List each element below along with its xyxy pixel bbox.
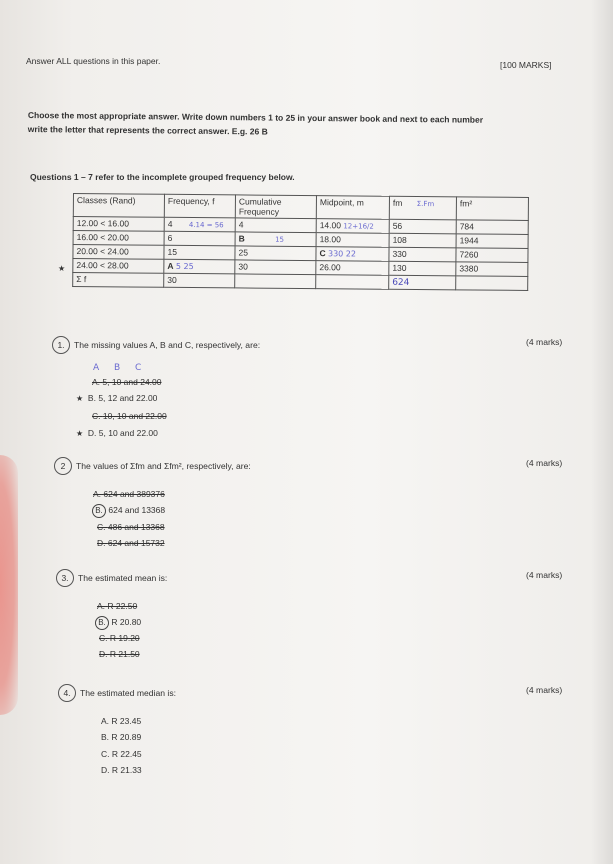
option bbox=[93, 489, 165, 499]
header-fm bbox=[389, 196, 456, 220]
handwritten-abc: A B C bbox=[93, 363, 148, 373]
total-marks: [100 MARKS] bbox=[500, 60, 552, 70]
handwritten-note: 4.14 = 56 bbox=[188, 221, 224, 230]
cell-frequency: 6 bbox=[164, 231, 235, 246]
cell-cumulative-value: B bbox=[238, 233, 245, 244]
cell-sum-fm bbox=[389, 275, 456, 290]
cell-class: 24.00 < 28.00 bbox=[73, 259, 164, 274]
option-letter: C. bbox=[101, 749, 110, 759]
option-text: 10, 10 and 22.00 bbox=[102, 411, 167, 421]
option bbox=[92, 504, 165, 518]
cell-cumulative bbox=[235, 232, 316, 247]
cell-fm2: 3380 bbox=[456, 262, 528, 277]
option-text: 486 and 13368 bbox=[107, 522, 165, 532]
option-text: R 23.45 bbox=[111, 716, 142, 726]
option-letter: A. bbox=[93, 489, 102, 499]
option-letter: D. bbox=[99, 649, 108, 659]
option-letter: B. bbox=[101, 732, 110, 742]
option-text: R 22.45 bbox=[111, 749, 142, 759]
page-edge-shadow bbox=[591, 0, 613, 864]
option-text: 5, 12 and 22.00 bbox=[98, 393, 158, 403]
option-text: R 20.89 bbox=[111, 732, 142, 742]
question-text: The values of Σfm and Σfm², respectively, are: bbox=[76, 461, 251, 471]
header-instruction: Answer ALL questions in this paper. bbox=[26, 56, 161, 66]
header-fm2: fm² bbox=[456, 197, 528, 221]
option bbox=[92, 411, 167, 421]
option bbox=[76, 393, 157, 403]
question-marks: (4 marks) bbox=[526, 337, 563, 347]
option-text: R 22.50 bbox=[107, 601, 138, 611]
cell-fm: 56 bbox=[389, 219, 456, 234]
header-fm-label: fm bbox=[392, 197, 403, 208]
handwritten-note: 12+16/2 bbox=[343, 222, 374, 231]
header-midpoint: Midpoint, m bbox=[316, 196, 389, 220]
cell-fm2: 1944 bbox=[456, 234, 528, 249]
option bbox=[101, 749, 142, 759]
question-marks: (4 marks) bbox=[526, 458, 563, 468]
cell-frequency: 15 bbox=[164, 245, 235, 260]
option-text: R 21.50 bbox=[109, 649, 140, 659]
cell-empty bbox=[316, 275, 389, 290]
option-letter: D. bbox=[87, 428, 97, 438]
question-2 bbox=[54, 457, 251, 475]
option-text: R 21.33 bbox=[111, 765, 142, 775]
cell-cumulative: 30 bbox=[235, 260, 316, 275]
cell-midpoint: 26.00 bbox=[316, 261, 389, 276]
option bbox=[101, 716, 141, 726]
question-number: 3. bbox=[56, 569, 74, 587]
grouped-frequency-table bbox=[72, 193, 529, 291]
option-letter: D. bbox=[101, 765, 110, 775]
option-letter: A. bbox=[97, 601, 106, 611]
question-number: 4. bbox=[58, 684, 76, 702]
question-text: The estimated median is: bbox=[80, 688, 177, 698]
option-letter: C. bbox=[97, 522, 106, 532]
cell-fm2: 784 bbox=[456, 220, 528, 235]
header-classes: Classes (Rand) bbox=[73, 194, 164, 218]
star-mark: ★ bbox=[76, 394, 84, 403]
handwritten-note: 15 bbox=[275, 235, 285, 244]
option-letter: B. bbox=[87, 393, 96, 403]
option bbox=[97, 538, 165, 548]
cell-cumulative: 25 bbox=[235, 246, 316, 261]
option-letter-circled: B. bbox=[95, 616, 109, 630]
option-letter: D. bbox=[97, 538, 106, 548]
instructions bbox=[28, 108, 568, 142]
option-text: R 20.80 bbox=[111, 617, 142, 627]
cell-cumulative: 4 bbox=[235, 218, 316, 233]
question-marks: (4 marks) bbox=[526, 685, 563, 695]
option bbox=[97, 601, 137, 611]
cell-fm: 108 bbox=[389, 233, 456, 248]
cell-midpoint-value: C bbox=[319, 248, 326, 259]
instructions-line-2: write the letter that represents the correct answer. E.g. 26 B bbox=[27, 123, 268, 137]
handwritten-note: 5 25 bbox=[175, 261, 194, 272]
handwritten-sum-fm-note: Σ.Fm bbox=[416, 200, 435, 209]
option-text: 5, 10 and 22.00 bbox=[98, 428, 158, 438]
cell-frequency-value: A bbox=[167, 260, 174, 271]
option-letter-circled: B. bbox=[92, 504, 106, 518]
cell-class: 20.00 < 24.00 bbox=[73, 245, 164, 260]
cell-frequency-value: 4 bbox=[167, 218, 173, 229]
header-frequency: Frequency, f bbox=[164, 194, 235, 218]
cell-class: 16.00 < 20.00 bbox=[73, 231, 164, 246]
option-text: 624 and 13368 bbox=[108, 505, 166, 515]
option bbox=[99, 649, 140, 659]
question-text: The estimated mean is: bbox=[78, 573, 168, 583]
cell-empty bbox=[456, 276, 528, 291]
header-cumulative: Cumulative Frequency bbox=[235, 195, 316, 219]
instructions-line-1: Choose the most appropriate answer. Write down numbers 1 to 25 in your answer book and next to each number bbox=[27, 109, 484, 125]
option-text: 624 and 15732 bbox=[107, 538, 165, 548]
cell-frequency bbox=[164, 259, 235, 274]
cell-empty bbox=[235, 274, 316, 289]
option bbox=[101, 732, 141, 742]
cell-fm: 330 bbox=[389, 247, 456, 262]
table-intro: Questions 1 – 7 refer to the incomplete grouped frequency below. bbox=[30, 172, 295, 182]
option bbox=[92, 377, 162, 387]
question-number: 2 bbox=[54, 457, 72, 475]
question-number: 1. bbox=[52, 336, 70, 354]
cell-midpoint: 18.00 bbox=[316, 233, 389, 248]
option-letter: A. bbox=[101, 716, 110, 726]
question-3 bbox=[56, 569, 167, 587]
option bbox=[99, 633, 140, 643]
cell-midpoint bbox=[316, 219, 389, 234]
finger-holding-paper bbox=[0, 455, 18, 715]
star-mark: ★ bbox=[58, 264, 66, 273]
option bbox=[76, 428, 158, 438]
star-mark: ★ bbox=[76, 429, 84, 438]
option-text: 624 and 389376 bbox=[103, 489, 165, 499]
handwritten-sum-fm: 624 bbox=[392, 277, 410, 288]
question-1 bbox=[52, 336, 260, 354]
cell-frequency bbox=[164, 217, 235, 232]
cell-class: 12.00 < 16.00 bbox=[73, 217, 164, 232]
option-letter: C. bbox=[92, 411, 101, 421]
option-text: 5, 10 and 24.00 bbox=[102, 377, 162, 387]
question-text: The missing values A, B and C, respectively, are: bbox=[74, 340, 261, 350]
cell-midpoint bbox=[316, 247, 389, 262]
question-marks: (4 marks) bbox=[526, 570, 563, 580]
option bbox=[101, 765, 142, 775]
handwritten-note: 330 22 bbox=[327, 249, 357, 259]
cell-sum-label: Σ f bbox=[73, 273, 164, 288]
option bbox=[97, 522, 165, 532]
option-text: R 19.20 bbox=[109, 633, 140, 643]
option bbox=[95, 616, 141, 630]
cell-sum-frequency: 30 bbox=[164, 273, 235, 288]
cell-fm2: 7260 bbox=[456, 248, 528, 263]
cell-fm: 130 bbox=[389, 261, 456, 276]
question-4 bbox=[58, 684, 176, 702]
cell-midpoint-value: 14.00 bbox=[319, 220, 342, 231]
option-letter: C. bbox=[99, 633, 108, 643]
option-letter: A. bbox=[92, 377, 101, 387]
